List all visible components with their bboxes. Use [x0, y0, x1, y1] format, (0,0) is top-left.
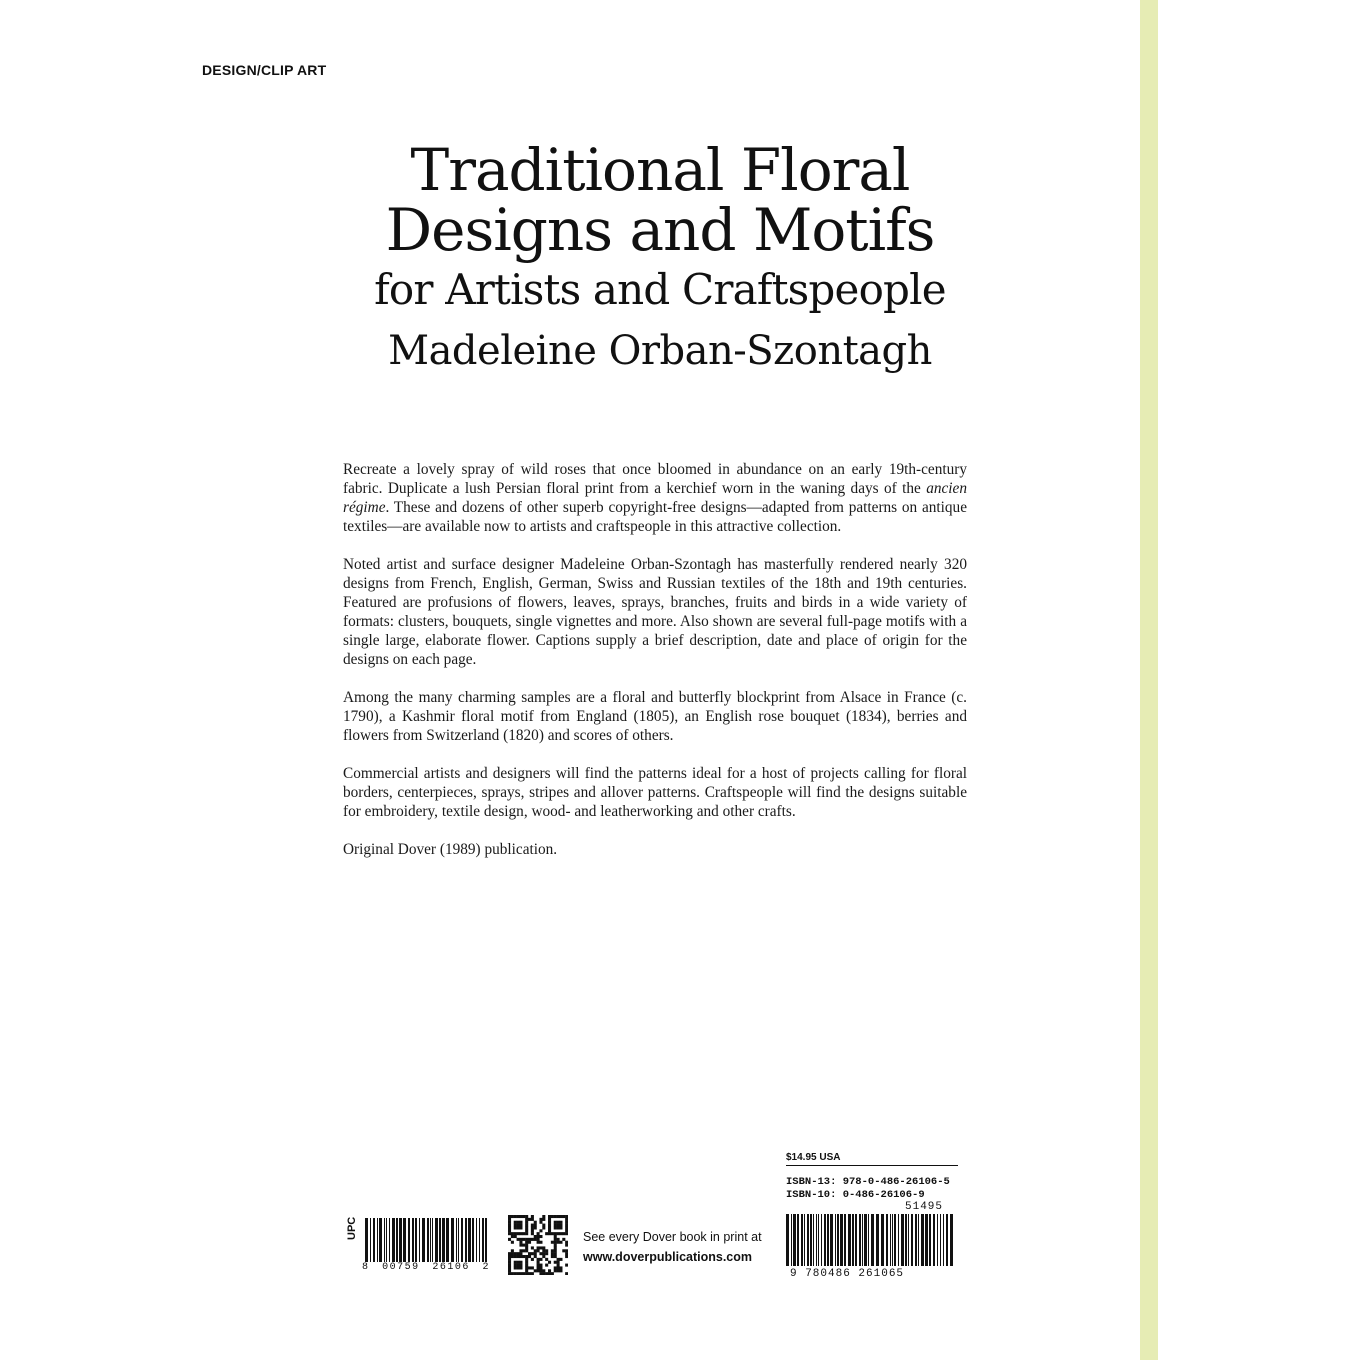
- category-label: DESIGN/CLIP ART: [202, 62, 327, 78]
- isbn-block: [786, 1176, 950, 1202]
- description: [343, 460, 967, 878]
- website-link[interactable]: www.doverpublications.com: [583, 1250, 753, 1264]
- promo-line-1: See every Dover book in print at: [583, 1230, 762, 1244]
- isbn-barcode: [786, 1214, 956, 1266]
- title-block: [300, 136, 1020, 374]
- title-line-1: Traditional Floral: [410, 136, 910, 204]
- price: $14.95 USA: [786, 1152, 958, 1166]
- description-paragraph-1: Recreate a lovely spray of wild roses that once bloomed in abundance on an early 19th-century fabric. Duplicate a lush Persian floral print from a kerchief worn in the waning days of the ancien régime. These and dozens of other superb copyright-free designs—adapted from patterns on antique textiles—are available now to artists and craftspeople in this attractive collection.: [343, 461, 967, 535]
- isbn-10: ISBN-10: 0-486-26106-9: [786, 1189, 925, 1201]
- description-paragraph-3: Among the many charming samples are a floral and butterfly blockprint from Alsace in France (c. 1790), a Kashmir floral motif from England (1805), an English rose bouquet (1834), berries and flowers from Switzerland (1820) and scores of others.: [343, 689, 967, 744]
- description-paragraph-5: Original Dover (1989) publication.: [343, 841, 558, 858]
- description-paragraph-2: Noted artist and surface designer Madeleine Orban-Szontagh has masterfully rendered nearly 320 designs from French, English, German, Swiss and Russian textiles of the 18th and 19th centuries. Featured are profusions of flowers, leaves, sprays, branches, fruits and birds in a wide variety of formats: clusters, bouquets, single vignettes and more. Also shown are several full-page motifs with a single large, elaborate flower. Captions supply a brief description, date and place of origin for the designs on each page.: [343, 556, 967, 668]
- qr-code[interactable]: [508, 1215, 568, 1275]
- upc-label: UPC: [346, 1216, 358, 1240]
- description-paragraph-4: Commercial artists and designers will find the patterns ideal for a host of projects calling for floral borders, centerpieces, sprays, stripes and allover patterns. Craftspeople will find the designs suitable for embroidery, textile design, wood- and leatherworking and other crafts.: [343, 765, 967, 820]
- upc-digits: 8 00759 26106 2: [362, 1262, 490, 1273]
- price-box: [786, 1152, 958, 1166]
- subtitle: for Artists and Craftspeople: [374, 265, 946, 314]
- book-spine-strip: [1140, 0, 1158, 1360]
- title-line-2: Designs and Motifs: [385, 196, 935, 264]
- price-code: 51495: [905, 1201, 944, 1213]
- upc-barcode: [365, 1218, 489, 1262]
- isbn-13: ISBN-13: 978-0-486-26106-5: [786, 1176, 950, 1188]
- promo-text: [583, 1227, 762, 1267]
- author-name: Madeleine Orban-Szontagh: [388, 328, 932, 374]
- italic-phrase: ancien régime: [343, 480, 967, 516]
- isbn-barcode-digits: 9 780486 261065: [790, 1268, 905, 1280]
